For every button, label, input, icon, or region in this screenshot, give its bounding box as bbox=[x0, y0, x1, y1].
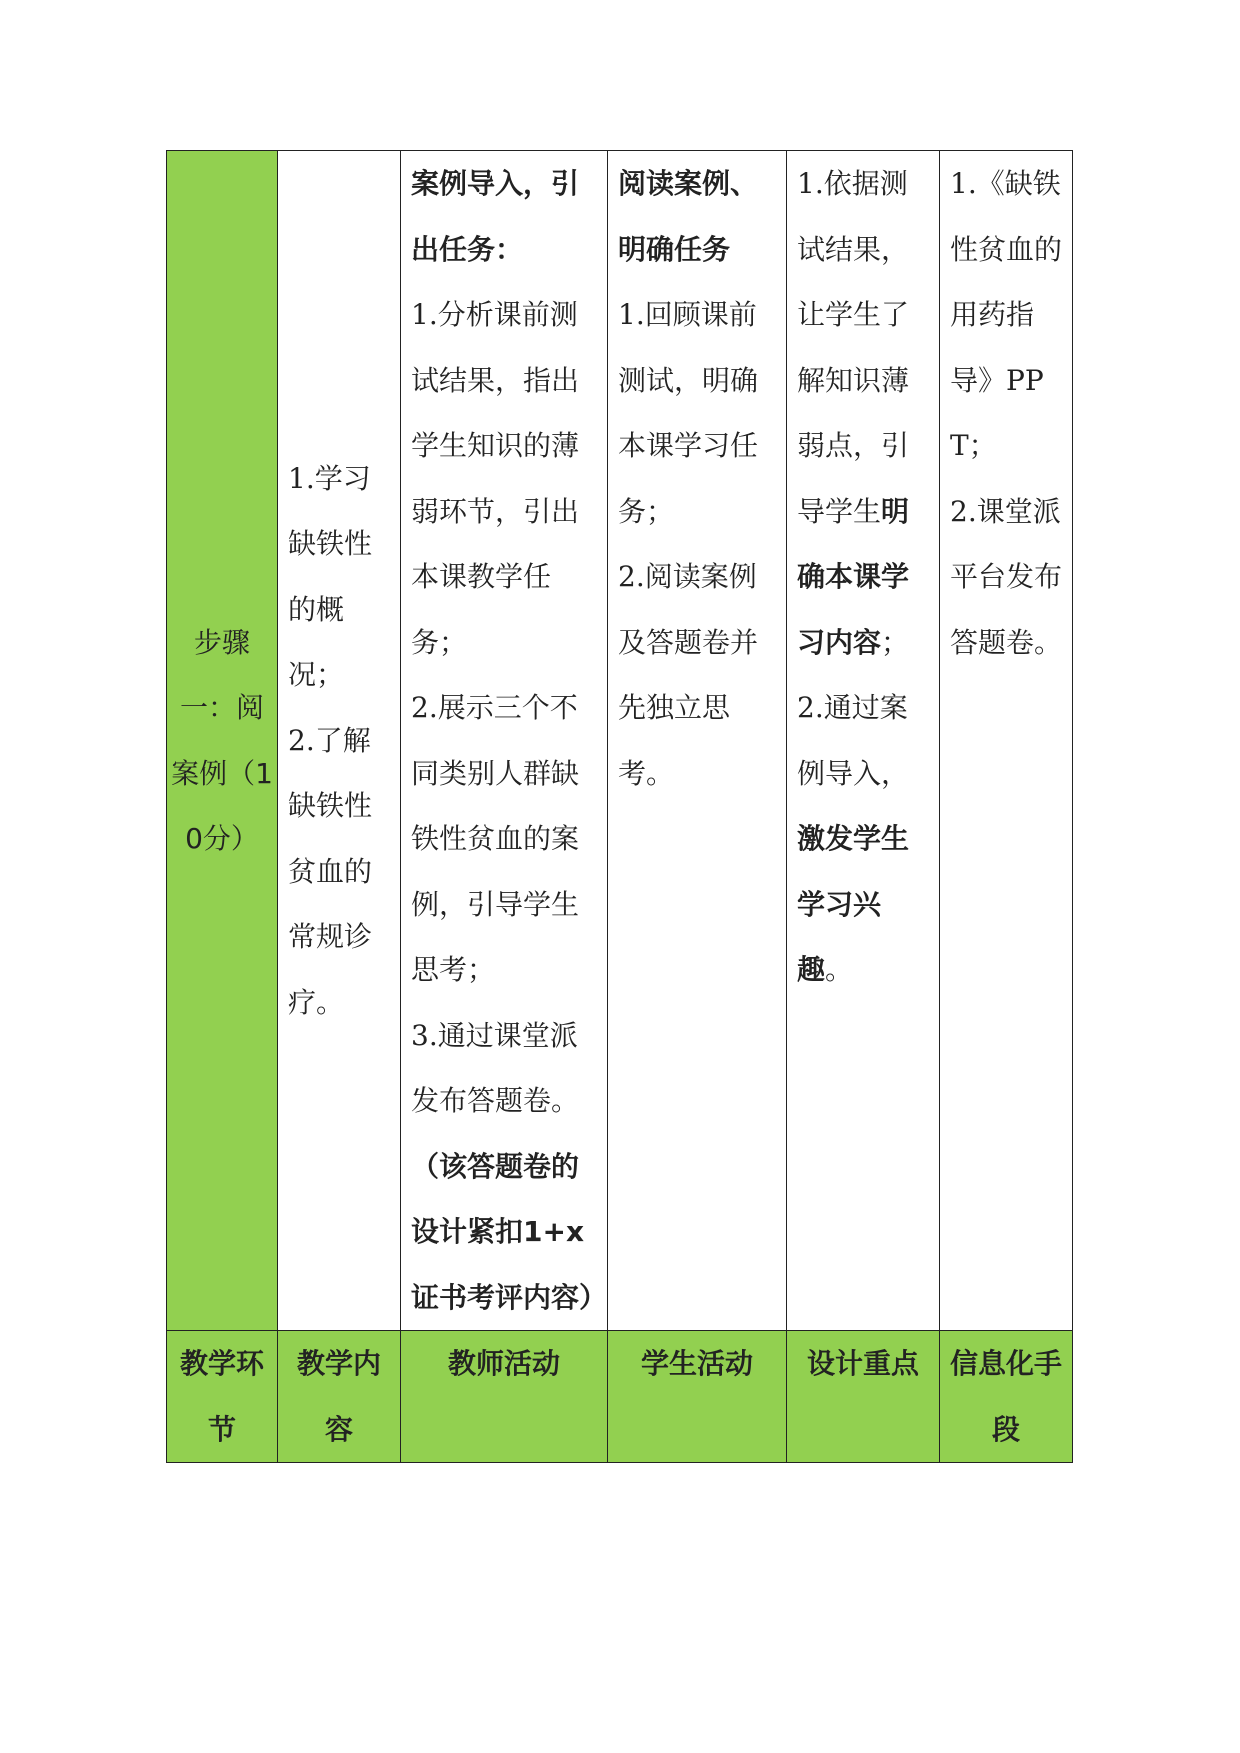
teacher-title: 案例导入，引出任务： bbox=[411, 167, 580, 266]
header-info: 信息化手段 bbox=[940, 1331, 1073, 1463]
teacher-activity-cell bbox=[401, 151, 608, 1331]
student-title: 阅读案例、明确任务 bbox=[618, 167, 759, 266]
header-design: 设计重点 bbox=[787, 1331, 940, 1463]
content-item: 1.学习缺铁性的概况； bbox=[288, 461, 373, 692]
step-one-row bbox=[167, 151, 1073, 1331]
header-stage: 教学环节 bbox=[167, 1331, 278, 1463]
step-label: 步骤一：阅案例（10分） bbox=[167, 151, 278, 1331]
student-activity-cell bbox=[608, 151, 787, 1331]
design-emphasis: 明确本课学习内容 bbox=[797, 494, 910, 659]
design-text: 1.依据测试结果，让学生了解知识薄弱点，引导学生 bbox=[797, 167, 910, 528]
info-item: 1.《缺铁性贫血的用药指导》PPT； bbox=[950, 167, 1063, 462]
design-text: 。 bbox=[825, 953, 854, 986]
header-teacher: 教师活动 bbox=[401, 1331, 608, 1463]
teacher-item: 1.分析课前测试结果，指出学生知识的薄弱环节，引出本课教学任务； bbox=[411, 298, 580, 659]
content-item: 2.了解缺铁性贫血的常规诊疗。 bbox=[288, 723, 373, 1019]
header-content: 教学内容 bbox=[278, 1331, 401, 1463]
design-emphasis: 激发学生学习兴趣 bbox=[797, 822, 910, 986]
design-item bbox=[797, 151, 929, 675]
student-item: 1.回顾课前测试，明确本课学习任务； bbox=[618, 298, 759, 528]
teacher-note: （该答题卷的设计紧扣1+x证书考评内容） bbox=[411, 1149, 608, 1314]
header-row bbox=[167, 1331, 1073, 1463]
design-focus-cell bbox=[787, 151, 940, 1331]
student-item: 2.阅读案例及答题卷并先独立思考。 bbox=[618, 560, 759, 790]
content-cell bbox=[278, 151, 401, 1331]
design-text: ； bbox=[881, 625, 910, 659]
teacher-item: 2.展示三个不同类别人群缺铁性贫血的案例，引导学生思考； bbox=[411, 691, 580, 986]
info-means-cell bbox=[940, 151, 1073, 1331]
design-item bbox=[797, 675, 929, 1003]
info-item: 2.课堂派平台发布答题卷。 bbox=[950, 494, 1063, 659]
header-student: 学生活动 bbox=[608, 1331, 787, 1463]
teacher-item: 3.通过课堂派发布答题卷。 bbox=[411, 1018, 580, 1117]
lesson-plan-table bbox=[166, 150, 1073, 1463]
design-text: 2.通过案例导入， bbox=[797, 691, 910, 790]
